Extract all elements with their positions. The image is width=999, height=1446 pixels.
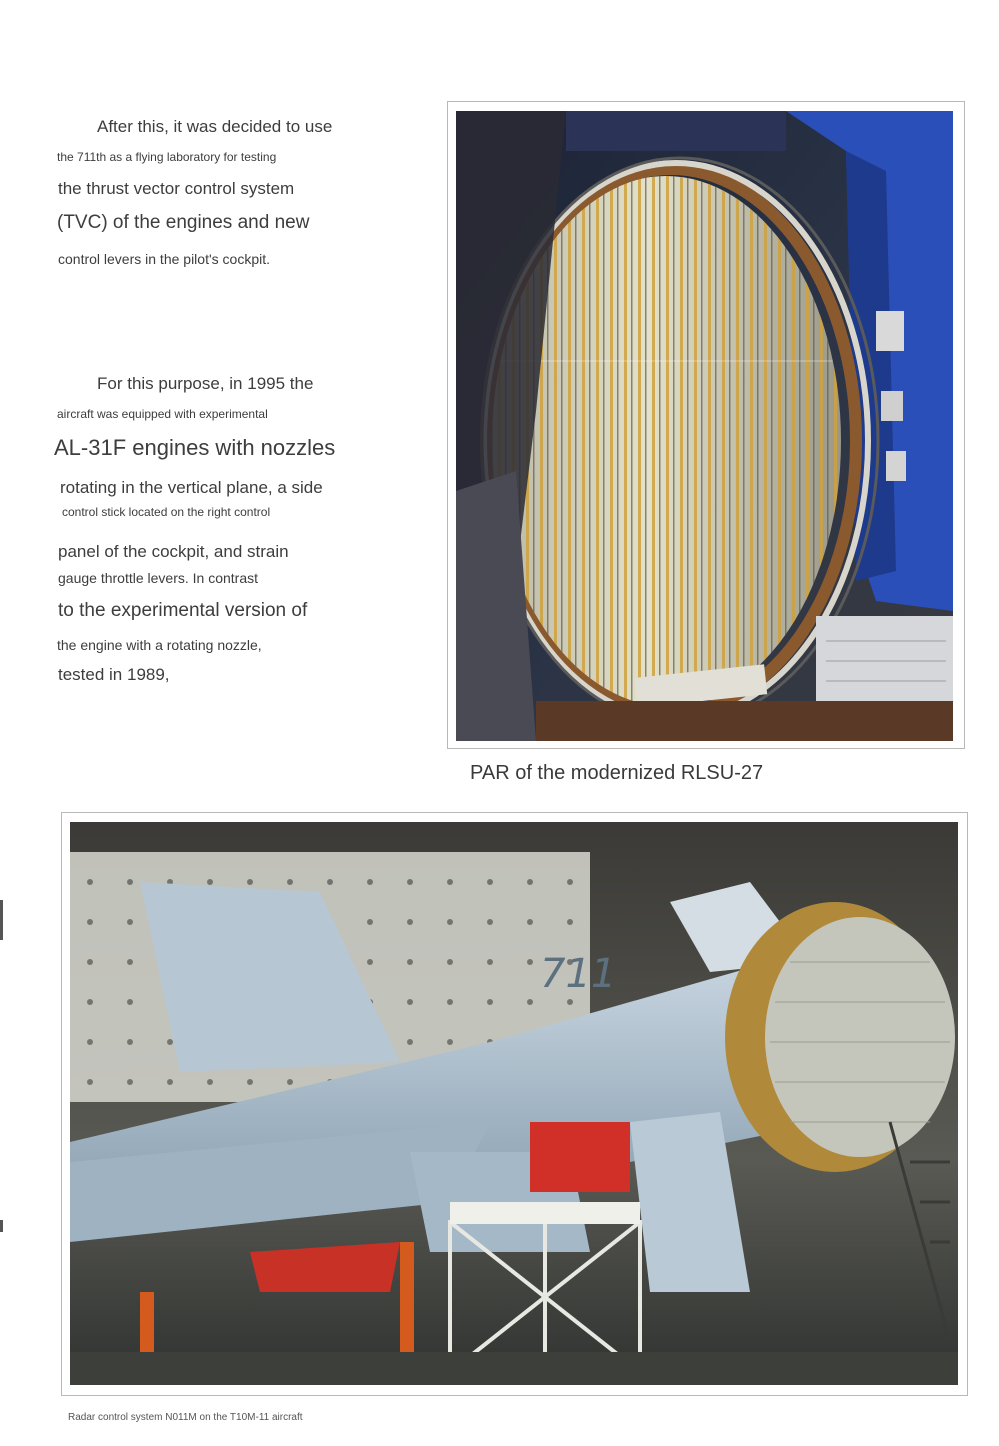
paragraph-2-line-8: to the experimental version of xyxy=(58,600,308,621)
paragraph-1-line-4: (TVC) of the engines and new xyxy=(57,212,310,233)
paragraph-1-line-1: After this, it was decided to use xyxy=(97,117,333,136)
par-caption: PAR of the modernized RLSU-27 xyxy=(470,762,764,784)
paragraph-2-line-9: the engine with a rotating nozzle, xyxy=(57,637,262,653)
paragraph-2-line-7: gauge throttle levers. In contrast xyxy=(58,570,258,586)
paragraph-1-line-3: the thrust vector control system xyxy=(58,179,295,198)
paragraph-2-line-10: tested in 1989, xyxy=(58,665,170,684)
aircraft-figure xyxy=(61,812,968,1396)
par-antenna-photo xyxy=(456,111,953,741)
page-edge-mark xyxy=(0,900,3,940)
aircraft-hangar-photo xyxy=(70,822,958,1385)
paragraph-2-line-3: AL-31F engines with nozzles xyxy=(54,435,336,460)
fuselage-number: 711 xyxy=(540,951,617,997)
paragraph-2-line-2: aircraft was equipped with experimental xyxy=(57,407,268,421)
paragraph-2-line-1: For this purpose, in 1995 the xyxy=(97,374,314,393)
aircraft-caption: Radar control system N011M on the T10M-11 aircraft xyxy=(68,1412,303,1423)
paragraph-2-line-6: panel of the cockpit, and strain xyxy=(58,542,289,561)
paragraph-2-line-5: control stick located on the right control xyxy=(62,505,271,519)
paragraph-1-line-2: the 711th as a flying laboratory for testing xyxy=(57,150,277,164)
page-edge-mark xyxy=(0,1220,3,1232)
paragraph-2-line-4: rotating in the vertical plane, a side xyxy=(60,478,323,497)
paragraph-1-line-5: control levers in the pilot's cockpit. xyxy=(58,251,270,267)
par-figure xyxy=(447,101,965,749)
